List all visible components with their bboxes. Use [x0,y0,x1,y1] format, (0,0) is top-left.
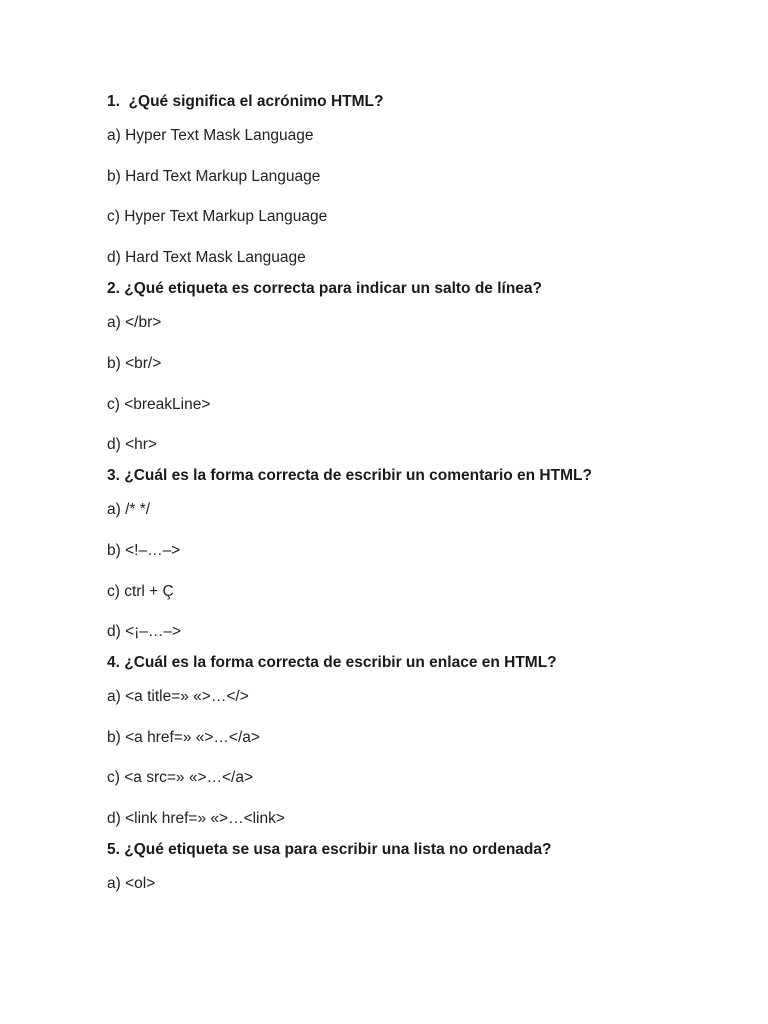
question-3-option-c: c) ctrl + Ç [107,583,174,600]
question-1-option-b: b) Hard Text Markup Language [107,168,321,185]
question-3-option-a: a) /* */ [107,501,151,518]
question-2-option-c: c) <breakLine> [107,396,211,413]
question-4-option-b: b) <a href=» «>…</a> [107,729,260,746]
question-5-title: 5. ¿Qué etiqueta se usa para escribir una lista no ordenada? [107,841,552,858]
question-4-option-a: a) <a title=» «>…</> [107,688,249,705]
question-3-option-d: d) <¡–…–> [107,623,182,640]
question-4-option-d: d) <link href=» «>…<link> [107,810,285,827]
question-5-option-a: a) <ol> [107,875,156,892]
question-3-title: 3. ¿Cuál es la forma correcta de escribir un comentario en HTML? [107,467,592,484]
question-1-option-c: c) Hyper Text Markup Language [107,208,328,225]
question-2-option-d: d) <hr> [107,436,157,453]
question-4-title: 4. ¿Cuál es la forma correcta de escribir un enlace en HTML? [107,654,557,671]
question-2-title: 2. ¿Qué etiqueta es correcta para indicar un salto de línea? [107,280,542,297]
question-1-title: 1. ¿Qué significa el acrónimo HTML? [107,93,384,110]
question-2-option-a: a) </br> [107,314,162,331]
question-4-option-c: c) <a src=» «>…</a> [107,769,254,786]
question-2-option-b: b) <br/> [107,355,162,372]
question-1-option-a: a) Hyper Text Mask Language [107,127,314,144]
question-3-option-b: b) <!–…–> [107,542,181,559]
question-1-option-d: d) Hard Text Mask Language [107,249,306,266]
